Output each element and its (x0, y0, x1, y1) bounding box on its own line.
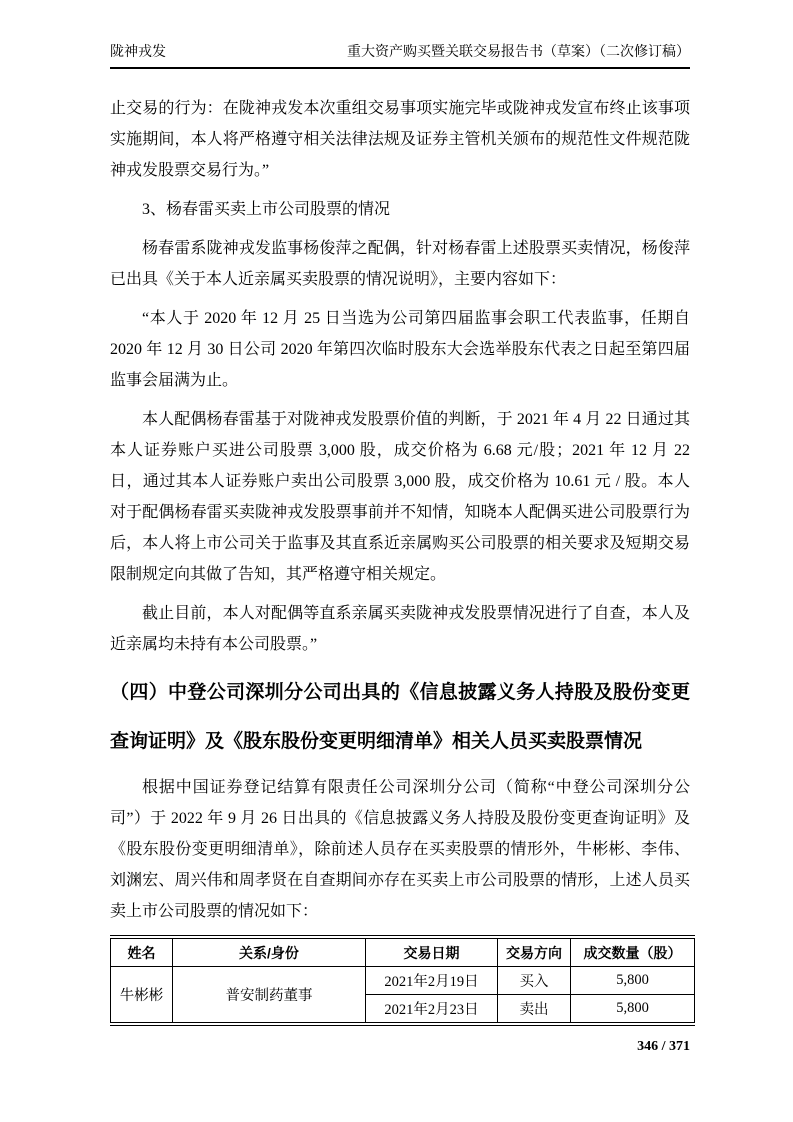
subheading-item-3: 3、杨春雷买卖上市公司股票的情况 (142, 201, 391, 218)
paragraph-quote-3: 截止目前，本人对配偶等直系亲属买卖陇神戎发股票情况进行了自查，本人及近亲属均未持有本公司股票。” (110, 605, 690, 653)
cell-trade-quantity: 5,800 (571, 995, 695, 1025)
table-row (111, 967, 695, 995)
document-body (110, 93, 690, 1055)
section-heading-4: （四）中登公司深圳分公司出具的《信息披露义务人持股及股份变更查询证明》及《股东股份变更明细清单》相关人员买卖股票情况 (110, 682, 690, 752)
column-header-quantity: 成交数量（股） (571, 937, 695, 967)
trades-table (110, 935, 695, 1026)
cell-relation: 普安制药董事 (173, 967, 366, 1025)
cell-trade-date: 2021年2月23日 (366, 995, 498, 1025)
cell-trade-date: 2021年2月19日 (366, 967, 498, 995)
cell-person-name: 牛彬彬 (111, 967, 173, 1025)
column-header-name: 姓名 (111, 937, 173, 967)
cell-trade-direction: 卖出 (498, 995, 571, 1025)
header-report-title: 重大资产购买暨关联交易报告书（草案）（二次修订稿） (347, 45, 690, 60)
header-company-name: 陇神戎发 (110, 45, 166, 60)
column-header-relation: 关系/身份 (173, 937, 366, 967)
paragraph-quote-2: 本人配偶杨春雷基于对陇神戎发股票价值的判断，于 2021 年 4 月 22 日通过其本人证券账户买进公司股票 3,000 股，成交价格为 6.68 元/股；2021 年 12 月 22 日，通过其本人证券账户卖出公司股票 3,000 股，成交价格为 10.61 元 / 股。本人对于配偶杨春雷买卖陇神戎发股票事前并不知情，知晓本人配偶买进公司股票行为后，本人将上市公司关于监事及其直系近亲属购买公司股票的相关要求及短期交易限制规定向其做了告知，其严格遵守相关规定。 (110, 411, 690, 583)
running-header (110, 44, 690, 69)
paragraph-continuation: 止交易的行为：在陇神戎发本次重组交易事项实施完毕或陇神戎发宣布终止该事项实施期间，本人将严格遵守相关法律法规及证券主管机关颁布的规范性文件规范陇神戎发股票交易行为。” (110, 100, 690, 179)
column-header-date: 交易日期 (366, 937, 498, 967)
table-header-row (111, 937, 695, 967)
cell-trade-direction: 买入 (498, 967, 571, 995)
paragraph-spouse-intro: 杨春雷系陇神戎发监事杨俊萍之配偶，针对杨春雷上述股票买卖情况，杨俊萍已出具《关于本人近亲属买卖股票的情况说明》，主要内容如下： (110, 240, 690, 288)
paragraph-csdc: 根据中国证券登记结算有限责任公司深圳分公司（简称“中登公司深圳分公司”）于 2022 年 9 月 26 日出具的《信息披露义务人持股及股份变更查询证明》及《股东股份变更明细清单》，除前述人员存在买卖股票的情形外，牛彬彬、李伟、刘渊宏、周兴伟和周孝贤在自查期间亦存在买卖上市公司股票的情形，上述人员买卖上市公司股票的情况如下： (110, 779, 690, 920)
page-number: 346 / 371 (637, 1039, 690, 1054)
cell-trade-quantity: 5,800 (571, 967, 695, 995)
paragraph-quote-1: “本人于 2020 年 12 月 25 日当选为公司第四届监事会职工代表监事，任期自 2020 年 12 月 30 日公司 2020 年第四次临时股东大会选举股东代表之日起至第四届监事会届满为止。 (110, 310, 690, 389)
column-header-direction: 交易方向 (498, 937, 571, 967)
